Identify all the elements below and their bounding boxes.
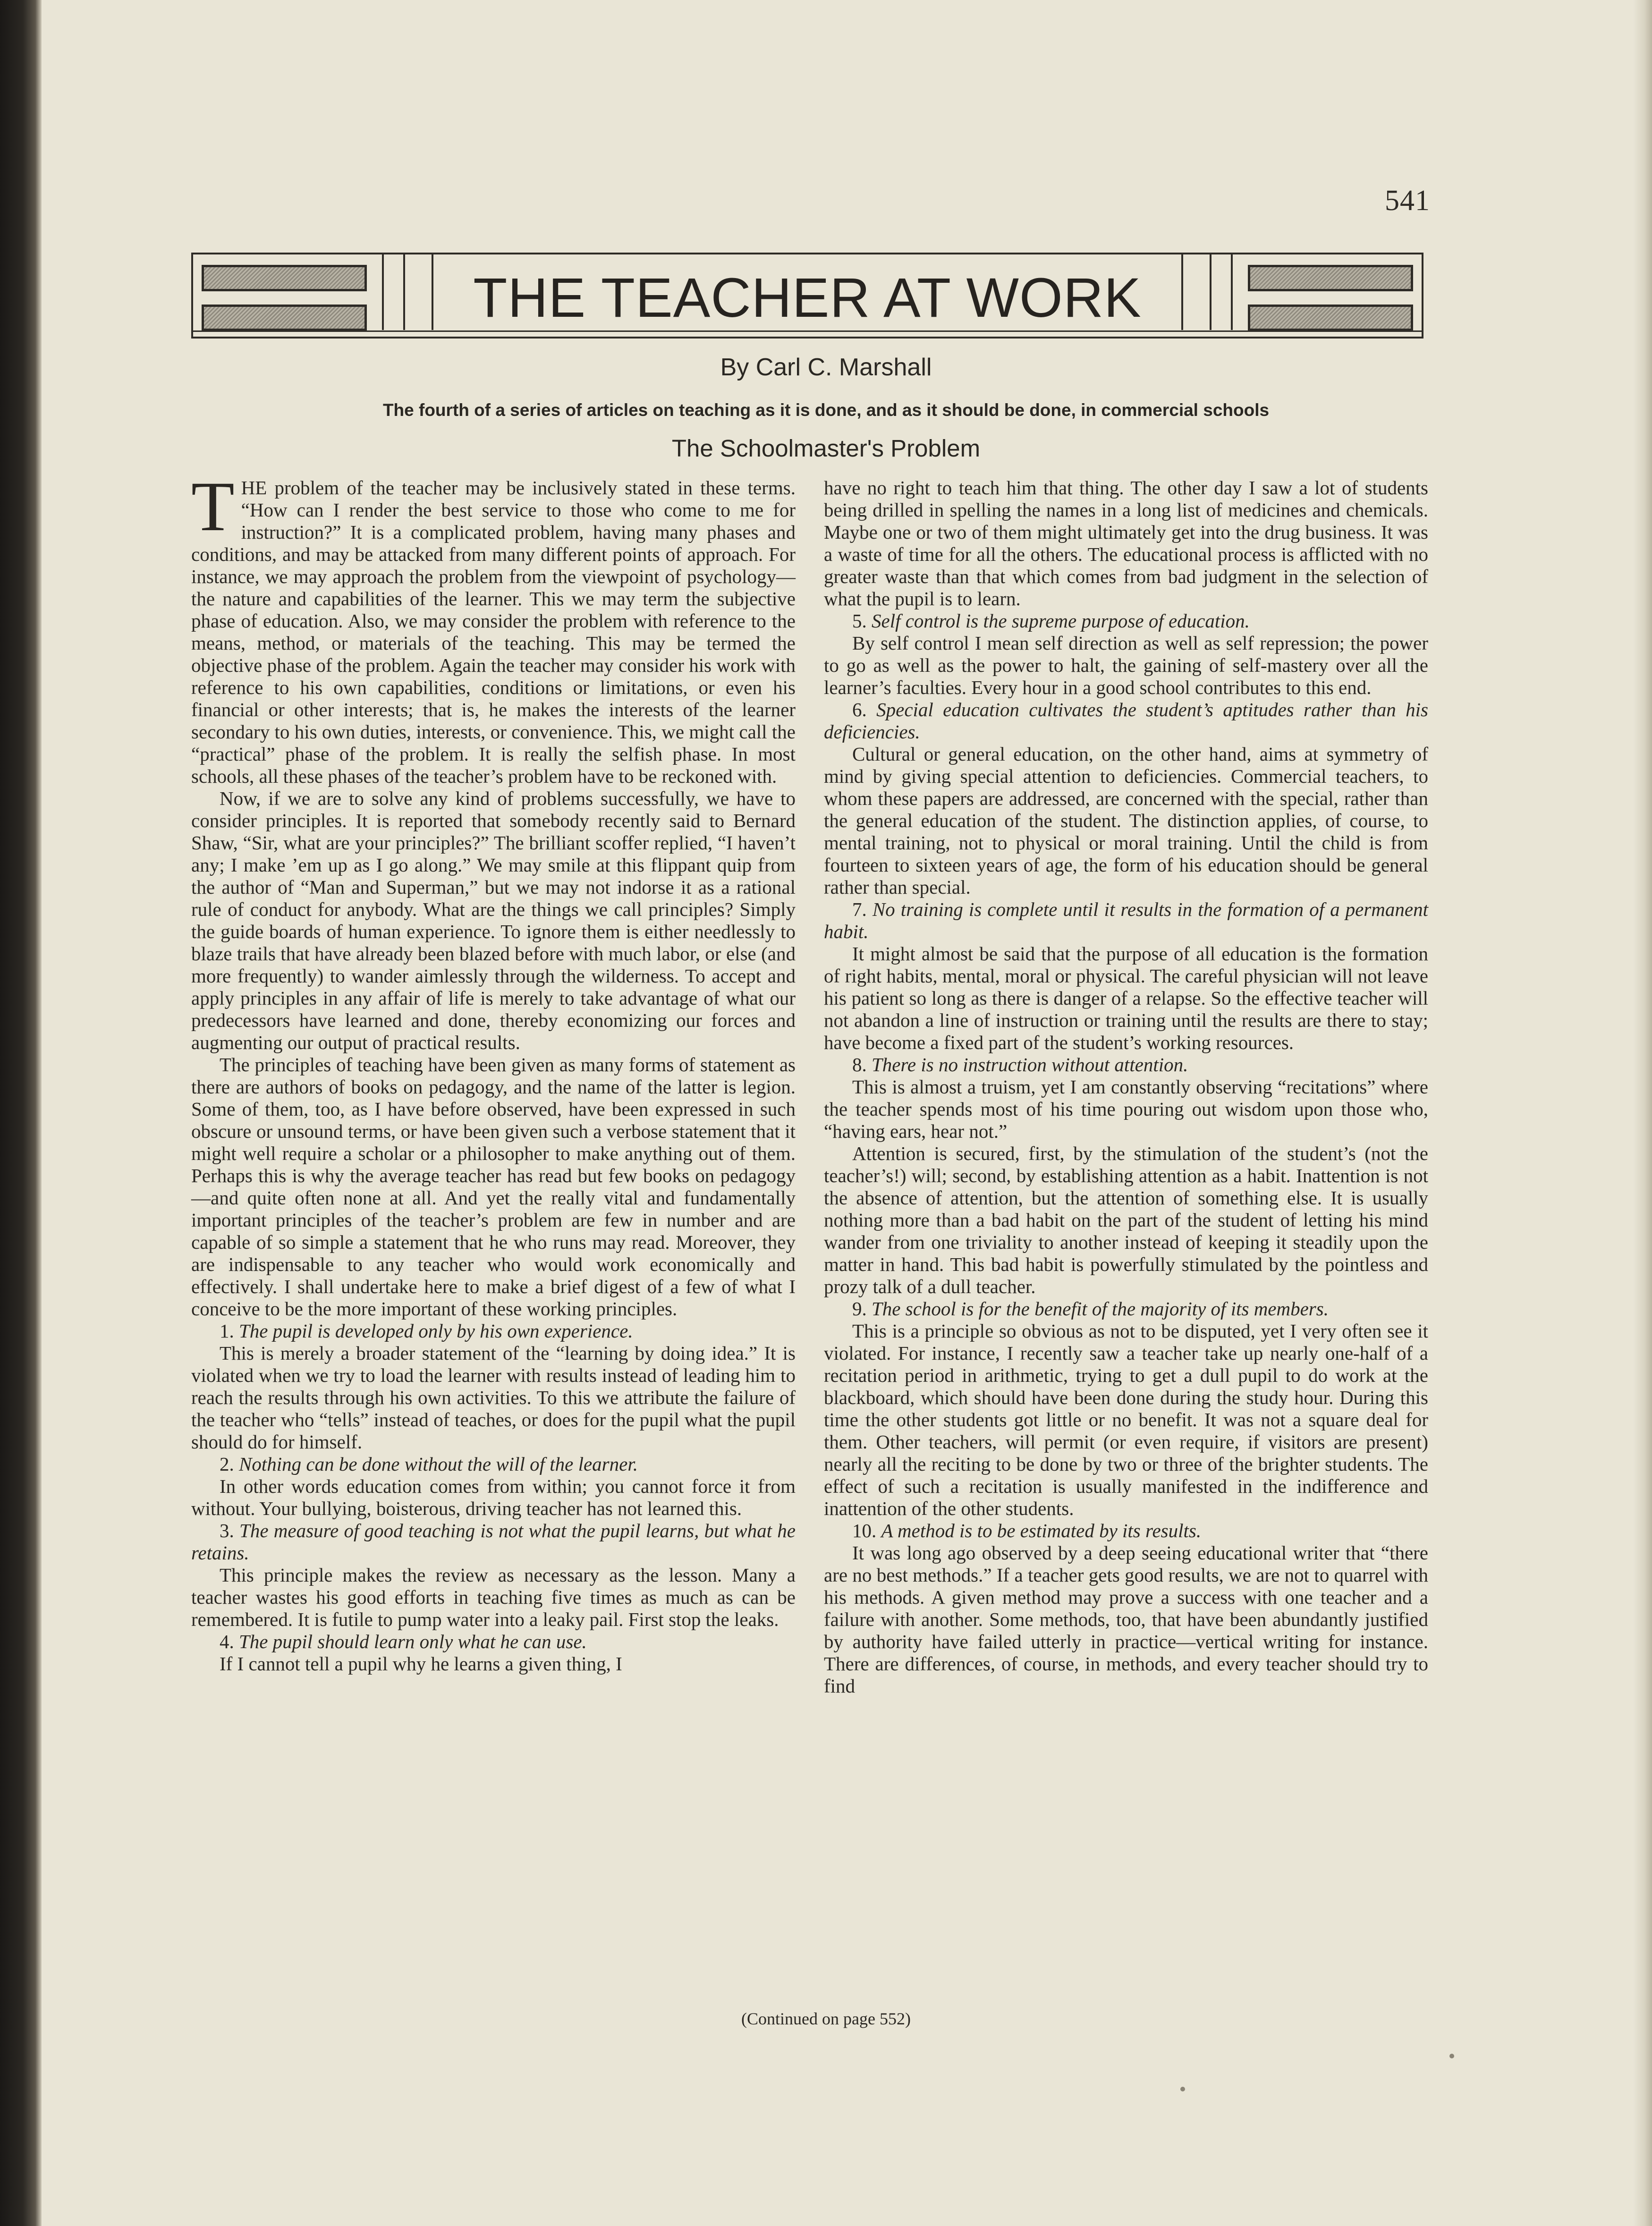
banner-bar	[202, 265, 367, 291]
title-banner	[191, 253, 1423, 339]
banner-bar	[202, 305, 367, 331]
principle-heading: 5. Self control is the supreme purpose of education.	[852, 610, 1250, 632]
principle-heading: 10. A method is to be estimated by its results.	[852, 1520, 1202, 1541]
principle-heading: 8. There is no instruction without attention.	[852, 1054, 1188, 1075]
paragraph: This is almost a truism, yet I am constantly observing “recitations” where the teacher spends most of his time pouring out wisdom upon those who, “having ears, hear not.”	[824, 1076, 1428, 1142]
page-edge	[1633, 0, 1652, 2226]
banner-divider	[432, 254, 433, 330]
article-subtitle: The fourth of a series of articles on teaching as it is done, and as it should be done, in commercial schools	[382, 400, 1270, 420]
banner-divider	[1181, 254, 1183, 330]
principle-heading: 7. No training is complete until it results in the formation of a permanent habit.	[824, 898, 1428, 942]
paragraph: THE problem of the teacher may be inclusively stated in these terms. “How can I render the best service to those who come to me for instruction?” It is a complicated problem, having many phases and conditions, and may be attacked from many different points of approach. For instance, we may approach the problem from the viewpoint of psychology—the nature and capabilities of the learner. This we may term the subjective phase of education. Also, we may consider the problem with reference to the means, method, or materials of the teaching. This may be termed the objective phase of the problem. Again the teacher may consider his work with reference to his own capabilities, conditions or limitations, or even his financial or other interests; that is, he makes the interests of the learner secondary to his own duties, interests, or convenience. This, we might call the “practical” phase of the problem. It is really the selfish phase. In most schools, all these phases of the teacher’s problem have to be reckoned with.	[191, 467, 796, 787]
section-title: The Schoolmaster's Problem	[671, 435, 981, 462]
banner-divider	[1210, 254, 1211, 330]
principle-heading: 4. The pupil should learn only what he can use.	[220, 1631, 587, 1652]
article-title: THE TEACHER AT WORK	[473, 267, 1142, 329]
paper-speck	[1449, 2054, 1454, 2058]
page-number: 541	[1385, 185, 1430, 217]
paragraph: Attention is secured, first, by the stimulation of the student’s (not the teacher’s!) will; second, by establishing attention as a habit. Inattention is not the absence of attention, but the attention of something else. It is usually nothing more than a bad habit on the part of the student of letting his mind wander from one triviality to another instead of keeping it steadily upon the matter in hand. This bad habit is powerfully stimulated by the pointless and prozy talk of a dull teacher.	[824, 1143, 1428, 1297]
paragraph: This is a principle so obvious as not to be disputed, yet I very often see it violated. For instance, I recently saw a teacher take up nearly one-half of a recitation period in arithmetic, trying to get a dull pupil to do work at the blackboard, which should have been done during the study hour. During this time the other students got little or no benefit. It was not a square deal for them. Other teachers, will permit (or even require, if visitors are present) nearly all the reciting to be done by two or three of the brighter students. The effect of such a recitation is usually manifested in the indifference and inattention of the other students.	[824, 1320, 1428, 1519]
paragraph: Now, if we are to solve any kind of problems successfully, we have to consider principles. It is reported that somebody recently said to Bernard Shaw, “Sir, what are your principles?” The brilliant scoffer replied, “I haven’t any; I make ’em up as I go along.” We may smile at this flippant quip from the author of “Man and Superman,” but we may not indorse it as a rational rule of conduct for anybody. What are the things we call principles? Simply the guide boards of human experience. To ignore them is either needlessly to blaze trails that have already been blazed before with much labor, or else (and more frequently) to wander aimlessly through the wilderness. To accept and apply principles in any affair of life is merely to take advantage of what our predecessors have learned and done, thereby economizing our forces and augmenting our output of practical results.	[191, 787, 796, 1053]
paragraph: If I cannot tell a pupil why he learns a given thing, I	[220, 1653, 622, 1675]
book-binding-edge	[0, 0, 42, 2226]
banner-divider	[382, 254, 384, 330]
continued-note: (Continued on page 552)	[741, 2009, 911, 2028]
paragraph: It was long ago observed by a deep seeing educational writer that “there are no best methods.” If a teacher gets good results, we are not to quarrel with his methods. A given method may prove a success with one teacher and a failure with another. Some methods, too, that have been abundantly justified by authority have failed utterly in practice—vertical writing for instance. There are differences, of course, in methods, and every teacher should try to find	[824, 1542, 1428, 1697]
banner-bar	[1248, 305, 1413, 331]
text-column-right	[824, 477, 1428, 1697]
drop-cap: T	[191, 467, 235, 546]
banner-divider	[403, 254, 405, 330]
paragraph: By self control I mean self direction as well as self repression; the power to go as well as the power to halt, the gaining of self-mastery over all the learner’s faculties. Every hour in a good school contributes to this end.	[824, 632, 1428, 698]
principle-heading: 2. Nothing can be done without the will of the learner.	[220, 1453, 638, 1475]
banner-ornament-right	[1248, 265, 1413, 331]
principle-heading: 6. Special education cultivates the student’s aptitudes rather than his deficiencies.	[824, 699, 1428, 743]
byline: By Carl C. Marshall	[720, 354, 932, 381]
text-column-left	[191, 467, 796, 1675]
banner-ornament-left	[202, 265, 367, 331]
principle-heading: 3. The measure of good teaching is not what the pupil learns, but what he retains.	[191, 1520, 796, 1564]
paragraph: It might almost be said that the purpose of all education is the formation of right habits, mental, moral or physical. The careful physician will not leave his patient so long as there is danger of a relapse. So the effective teacher will not abandon a line of instruction or training until the results are there to stay; have become a fixed part of the student’s working resources.	[824, 943, 1428, 1053]
paragraph: This principle makes the review as necessary as the lesson. Many a teacher wastes his good efforts in teaching five times as much as can be remembered. It is futile to pump water into a leaky pail. First stop the leaks.	[191, 1564, 796, 1630]
paragraph: This is merely a broader statement of the “learning by doing idea.” It is violated when we try to load the learner with results instead of leading him to reach the results through his own activities. To this we attribute the failure of the teacher who “tells” instead of teaches, or does for the pupil what the pupil should do for himself.	[191, 1342, 796, 1453]
principle-heading: 9. The school is for the benefit of the majority of its members.	[852, 1298, 1329, 1320]
paper-speck	[1180, 2087, 1185, 2091]
paragraph: The principles of teaching have been given as many forms of statement as there are authors of books on pedagogy, and the name of the latter is legion. Some of them, too, as I have before observed, have been expressed in such obscure or unsound terms, or have been given such a verbose statement that it might well require a scholar or a philosopher to make anything out of them. Perhaps this is why the average teacher has read but few books on pedagogy—and quite often none at all. And yet the really vital and fundamentally important principles of the teacher’s problem are few in number and are capable of so simple a statement that he who runs may read. Moreover, they are indispensable to any teacher who would work economically and effectively. I shall undertake here to make a brief digest of a few of what I conceive to be the more important of these working principles.	[191, 1054, 796, 1320]
banner-bar	[1248, 265, 1413, 291]
banner-divider	[1231, 254, 1233, 330]
paragraph: Cultural or general education, on the other hand, aims at symmetry of mind by giving special attention to deficiencies. Commercial teachers, to whom these papers are addressed, are concerned with the special, rather than the general education of the student. The distinction applies, of course, to mental training, not to physical or moral training. Until the child is from fourteen to sixteen years of age, the form of his education should be general rather than special.	[824, 743, 1428, 898]
principle-heading: 1. The pupil is developed only by his own experience.	[220, 1320, 633, 1342]
paragraph: have no right to teach him that thing. The other day I saw a lot of students being drilled in spelling the names in a long list of medicines and chemicals. Maybe one or two of them might ultimately get into the drug business. It was a waste of time for all the others. The educational process is afflicted with no greater waste than that which comes from bad judgment in the selection of what the pupil is to learn.	[824, 477, 1428, 609]
paragraph: In other words education comes from within; you cannot force it from without. Your bullying, boisterous, driving teacher has not learned this.	[191, 1475, 796, 1519]
